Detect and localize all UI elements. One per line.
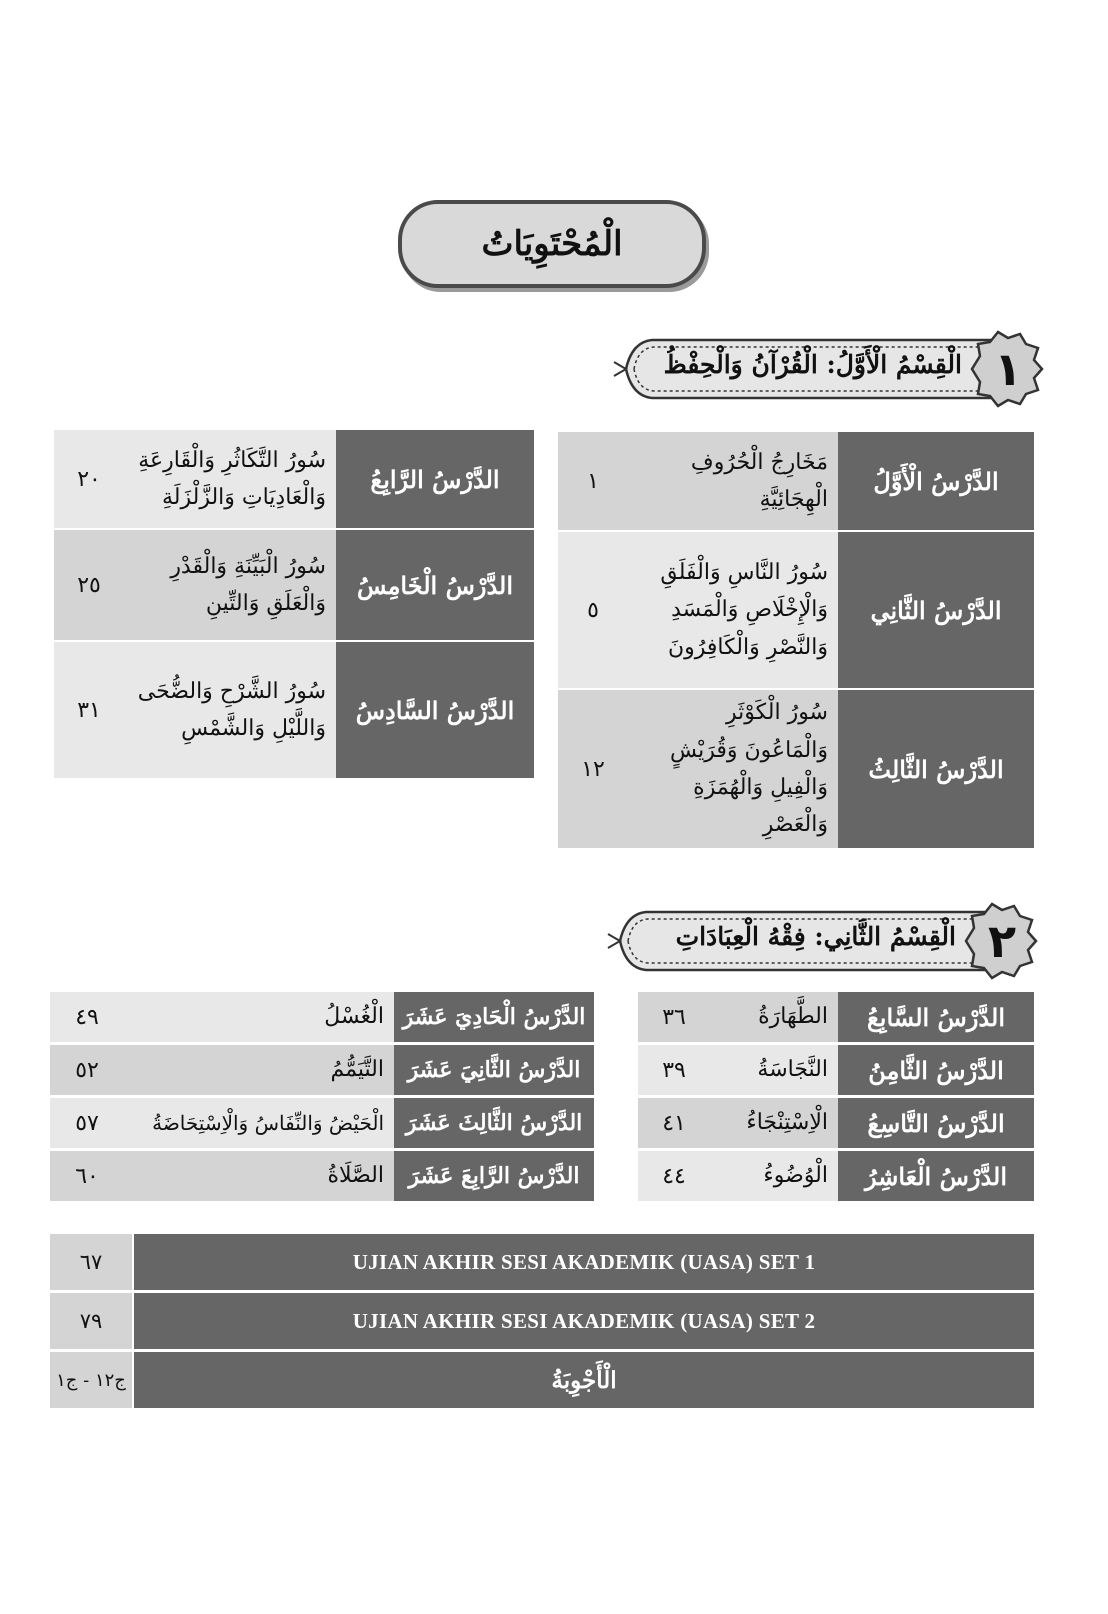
lesson-label: الدَّرْسُ الْعَاشِرُ bbox=[838, 1151, 1034, 1201]
lesson-label: الدَّرْسُ التَّاسِعُ bbox=[838, 1098, 1034, 1148]
lesson-page: ١٢ bbox=[558, 690, 628, 848]
lesson-label: الدَّرْسُ الْخَامِسُ bbox=[336, 530, 534, 640]
answers-page: ج١٢ - ج١ bbox=[50, 1352, 132, 1408]
lesson-label: الدَّرْسُ الْأَوَّلُ bbox=[838, 432, 1034, 530]
lesson-page: ٥ bbox=[558, 532, 628, 688]
lesson-page: ٣٩ bbox=[638, 1045, 710, 1095]
lesson-page: ٢٥ bbox=[54, 530, 124, 640]
lesson-topic: سُورُ التَّكَاثُرِ وَالْقَارِعَةِ وَالْعَادِيَاتِ وَالزَّلْزَلَةِ bbox=[124, 430, 336, 528]
lesson-label: الدَّرْسُ الثَّانِيَ عَشَرَ bbox=[394, 1045, 594, 1095]
uasa-set-2-page: ٧٩ bbox=[50, 1293, 132, 1349]
lesson-topic: سُورُ النَّاسِ وَالْفَلَقِ وَالْإِخْلَاصِ وَالْمَسَدِ وَالنَّصْرِ وَالْكَافِرُونَ bbox=[628, 532, 838, 688]
section-number: ٢ bbox=[987, 914, 1017, 968]
lesson-topic: مَخَارِجُ الْحُرُوفِ الْهِجَائِيَّةِ bbox=[628, 432, 838, 530]
lesson-topic: الْغُسْلُ bbox=[124, 992, 394, 1042]
lesson-page: ١ bbox=[558, 432, 628, 530]
lesson-label: الدَّرْسُ الرَّابِعَ عَشَرَ bbox=[394, 1151, 594, 1201]
section-number: ١ bbox=[993, 342, 1023, 396]
uasa-set-1-page: ٦٧ bbox=[50, 1234, 132, 1290]
lesson-topic: الْحَيْضُ وَالنِّفَاسُ وَالْاِسْتِحَاضَةُ bbox=[124, 1098, 394, 1148]
lesson-label: الدَّرْسُ الثَّامِنُ bbox=[838, 1045, 1034, 1095]
lesson-label: الدَّرْسُ السَّادِسُ bbox=[336, 642, 534, 778]
answers-row: الْأَجْوِبَةُ bbox=[134, 1352, 1034, 1408]
uasa-set-1: UJIAN AKHIR SESI AKADEMIK (UASA) SET 1 bbox=[134, 1234, 1034, 1290]
lesson-page: ٤١ bbox=[638, 1098, 710, 1148]
page-title: الْمُحْتَوِيَاتُ bbox=[398, 200, 706, 288]
lesson-topic: الْاِسْتِنْجَاءُ bbox=[710, 1098, 838, 1148]
lesson-topic: سُورُ الْبَيِّنَةِ وَالْقَدْرِ وَالْعَلَقِ وَالتِّينِ bbox=[124, 530, 336, 640]
lesson-topic: الصَّلَاةُ bbox=[124, 1151, 394, 1201]
lesson-topic: النَّجَاسَةُ bbox=[710, 1045, 838, 1095]
lesson-page: ٢٠ bbox=[54, 430, 124, 528]
lesson-page: ٣١ bbox=[54, 642, 124, 778]
lesson-page: ٦٠ bbox=[50, 1151, 124, 1201]
lesson-label: الدَّرْسُ الْحَادِيَ عَشَرَ bbox=[394, 992, 594, 1042]
lesson-page: ٥٧ bbox=[50, 1098, 124, 1148]
lesson-page: ٤٩ bbox=[50, 992, 124, 1042]
section-2-header bbox=[606, 900, 1038, 982]
section-title: الْقِسْمُ الثَّانِي: فِقْهُ الْعِبَادَاتِ bbox=[675, 922, 956, 951]
lesson-page: ٣٦ bbox=[638, 992, 710, 1042]
lesson-label: الدَّرْسُ الثَّالِثَ عَشَرَ bbox=[394, 1098, 594, 1148]
lesson-label: الدَّرْسُ السَّابِعُ bbox=[838, 992, 1034, 1042]
lesson-topic: التَّيَمُّمُ bbox=[124, 1045, 394, 1095]
lesson-topic: الْوُضُوءُ bbox=[710, 1151, 838, 1201]
lesson-page: ٤٤ bbox=[638, 1151, 710, 1201]
lesson-page: ٥٢ bbox=[50, 1045, 124, 1095]
section-1-header bbox=[612, 328, 1044, 410]
uasa-set-2: UJIAN AKHIR SESI AKADEMIK (UASA) SET 2 bbox=[134, 1293, 1034, 1349]
lesson-topic: الطَّهَارَةُ bbox=[710, 992, 838, 1042]
section-title: الْقِسْمُ الْأَوَّلُ: الْقُرْآنُ وَالْحِفْظُ bbox=[663, 350, 962, 379]
lesson-label: الدَّرْسُ الرَّابِعُ bbox=[336, 430, 534, 528]
lesson-label: الدَّرْسُ الثَّالِثُ bbox=[838, 690, 1034, 848]
lesson-topic: سُورُ الْكَوْثَرِ وَالْمَاعُونَ وَقُرَيْشٍ وَالْفِيلِ وَالْهُمَزَةِ وَالْعَصْرِ bbox=[628, 690, 838, 848]
lesson-label: الدَّرْسُ الثَّانِي bbox=[838, 532, 1034, 688]
lesson-topic: سُورُ الشَّرْحِ وَالضُّحَى وَاللَّيْلِ وَالشَّمْسِ bbox=[124, 642, 336, 778]
